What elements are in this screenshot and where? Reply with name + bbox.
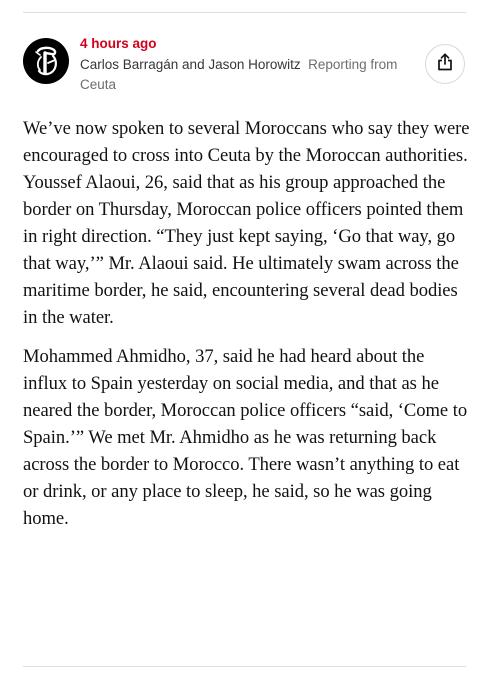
article-paragraph: We’ve now spoken to several Moroccans who say they were encouraged to cross into Ceuta by the Moroccan authorities. Youssef Alaoui, 26, said that as his group approached the border on Thursday, Moroccan police officers pointed them in right direction. “They just kept saying, ‘Go that way, go that way,’” Mr. Alaoui said. He ultimately swam across the maritime border, he said, encountering several dead bodies in the water.: [23, 118, 470, 328]
post-meta: [80, 34, 425, 95]
post-header: [23, 34, 466, 94]
share-icon: [437, 53, 453, 76]
top-divider: [23, 12, 466, 13]
share-button[interactable]: [425, 44, 465, 84]
byline-authors[interactable]: Carlos Barragán and Jason Horowitz: [80, 57, 301, 72]
bottom-divider: [23, 666, 466, 667]
nyt-logo-icon[interactable]: [23, 38, 69, 84]
article-body: [23, 115, 471, 544]
byline: [80, 55, 425, 95]
reporting-location: Reporting from Ceuta: [80, 57, 398, 92]
article-paragraph: Mohammed Ahmidho, 37, said he had heard about the influx to Spain yesterday on social media, and that as he neared the border, Moroccan police officers “said, ‘Come to Spain.’” We met Mr. Ahmidho as he was returning back across the border to Morocco. There wasn’t anything to eat or drink, or any place to sleep, he said, so he was going home.: [23, 346, 468, 529]
timestamp: 4 hours ago: [80, 36, 157, 51]
